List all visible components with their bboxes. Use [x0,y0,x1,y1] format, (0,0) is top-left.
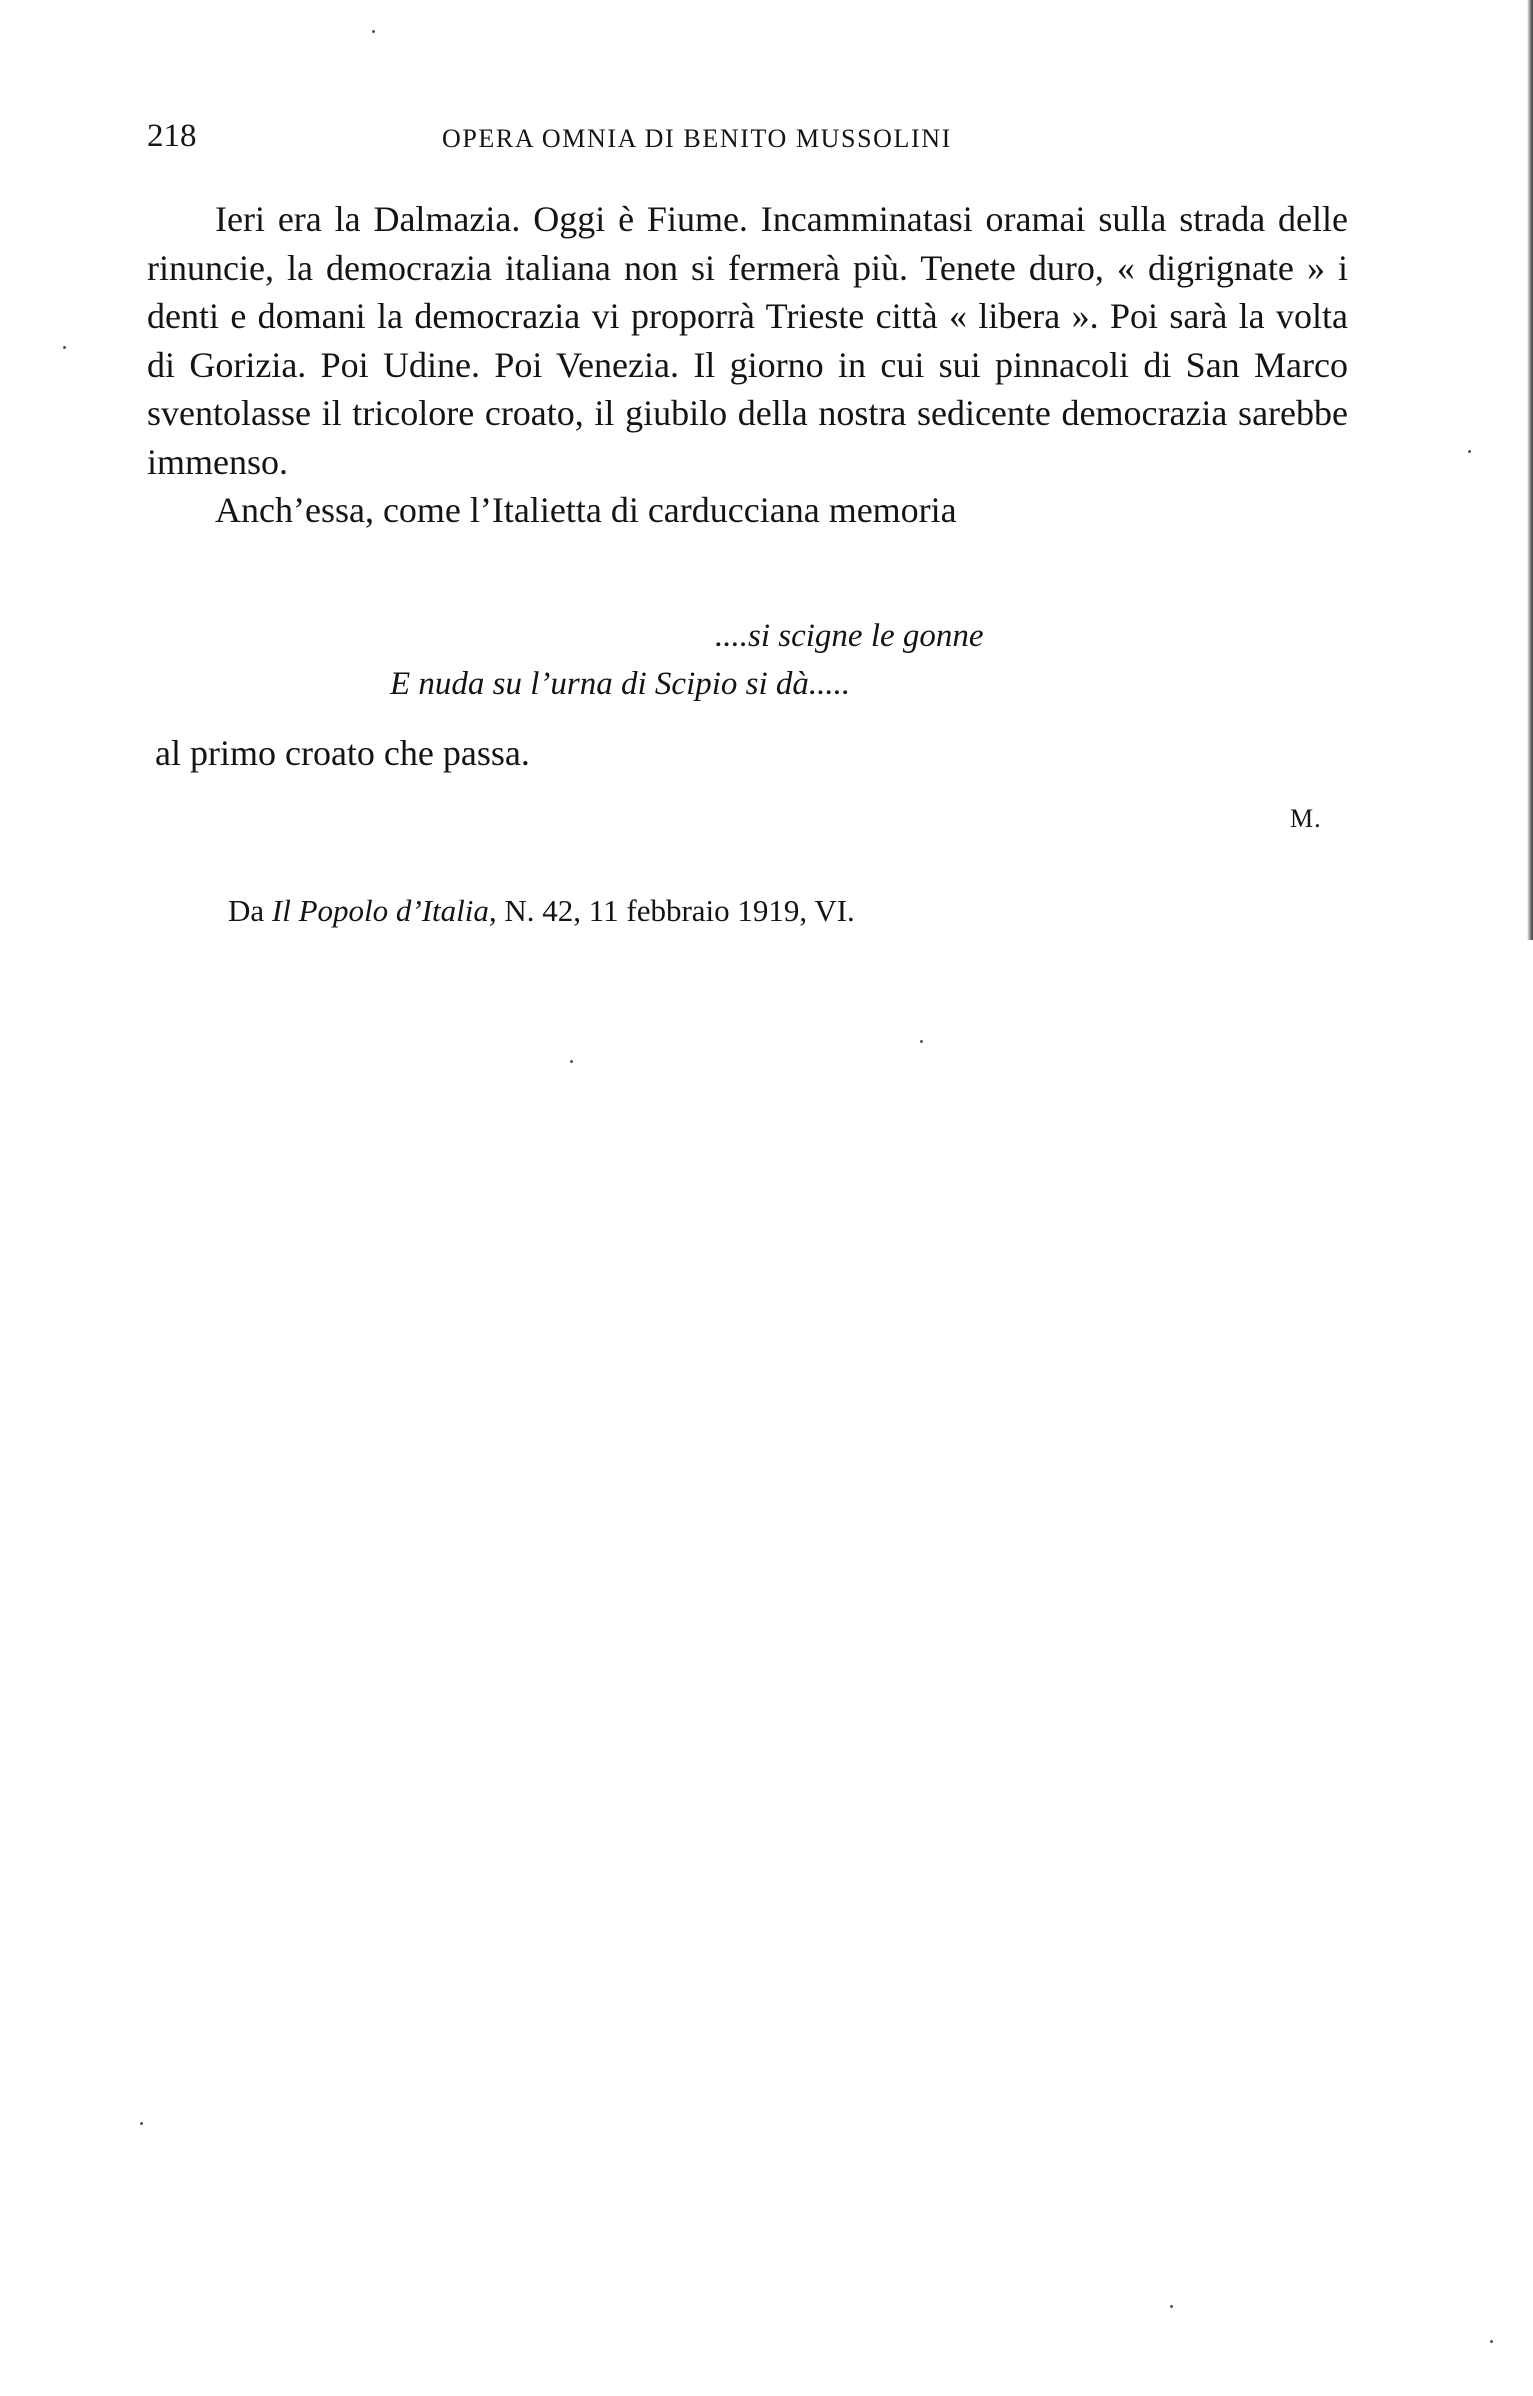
article-body [147,195,1348,535]
verse-quotation [390,612,1090,708]
author-signature: M. [1290,804,1322,833]
scan-speck [1170,2305,1173,2308]
scan-speck [372,30,375,33]
source-details: N. 42, 11 febbraio 1919, VI. [504,893,855,928]
source-publication: Il Popolo d’Italia, [271,893,497,928]
verse-line-2: E nuda su l’urna di Scipio si dà..... [390,666,851,702]
scan-speck [1468,450,1471,453]
paragraph-1: Ieri era la Dalmazia. Oggi è Fiume. Incamminatasi oramai sulla strada delle rinuncie, la democrazia italiana non si fermerà più. Tenete duro, « digrignate » i denti e domani la democrazia vi proporrà Trieste città « libera ». Poi sarà la volta di Gorizia. Poi Udine. Poi Venezia. Il giorno in cui sui pinnacoli di San Marco sventolasse il tricolore croato, il giubilo della nostra sedicente democrazia sarebbe immenso. [147,199,1348,482]
scan-speck [920,1040,923,1043]
page-number: 218 [147,118,197,154]
scan-speck [1490,2340,1493,2343]
source-prefix: Da [228,893,265,928]
paragraph-2: Anch’essa, come l’Italietta di carducciana memoria [215,490,957,530]
closing-line: al primo croato che passa. [155,733,530,773]
scan-speck [570,1060,573,1063]
scan-speck [63,346,66,349]
page-edge-shadow [1527,0,1533,940]
scan-speck [140,2122,143,2125]
source-citation [228,893,855,929]
running-head [147,118,1132,158]
verse-line-1: ....si scigne le gonne [715,618,984,654]
running-title: OPERA OMNIA DI BENITO MUSSOLINI [442,124,952,153]
